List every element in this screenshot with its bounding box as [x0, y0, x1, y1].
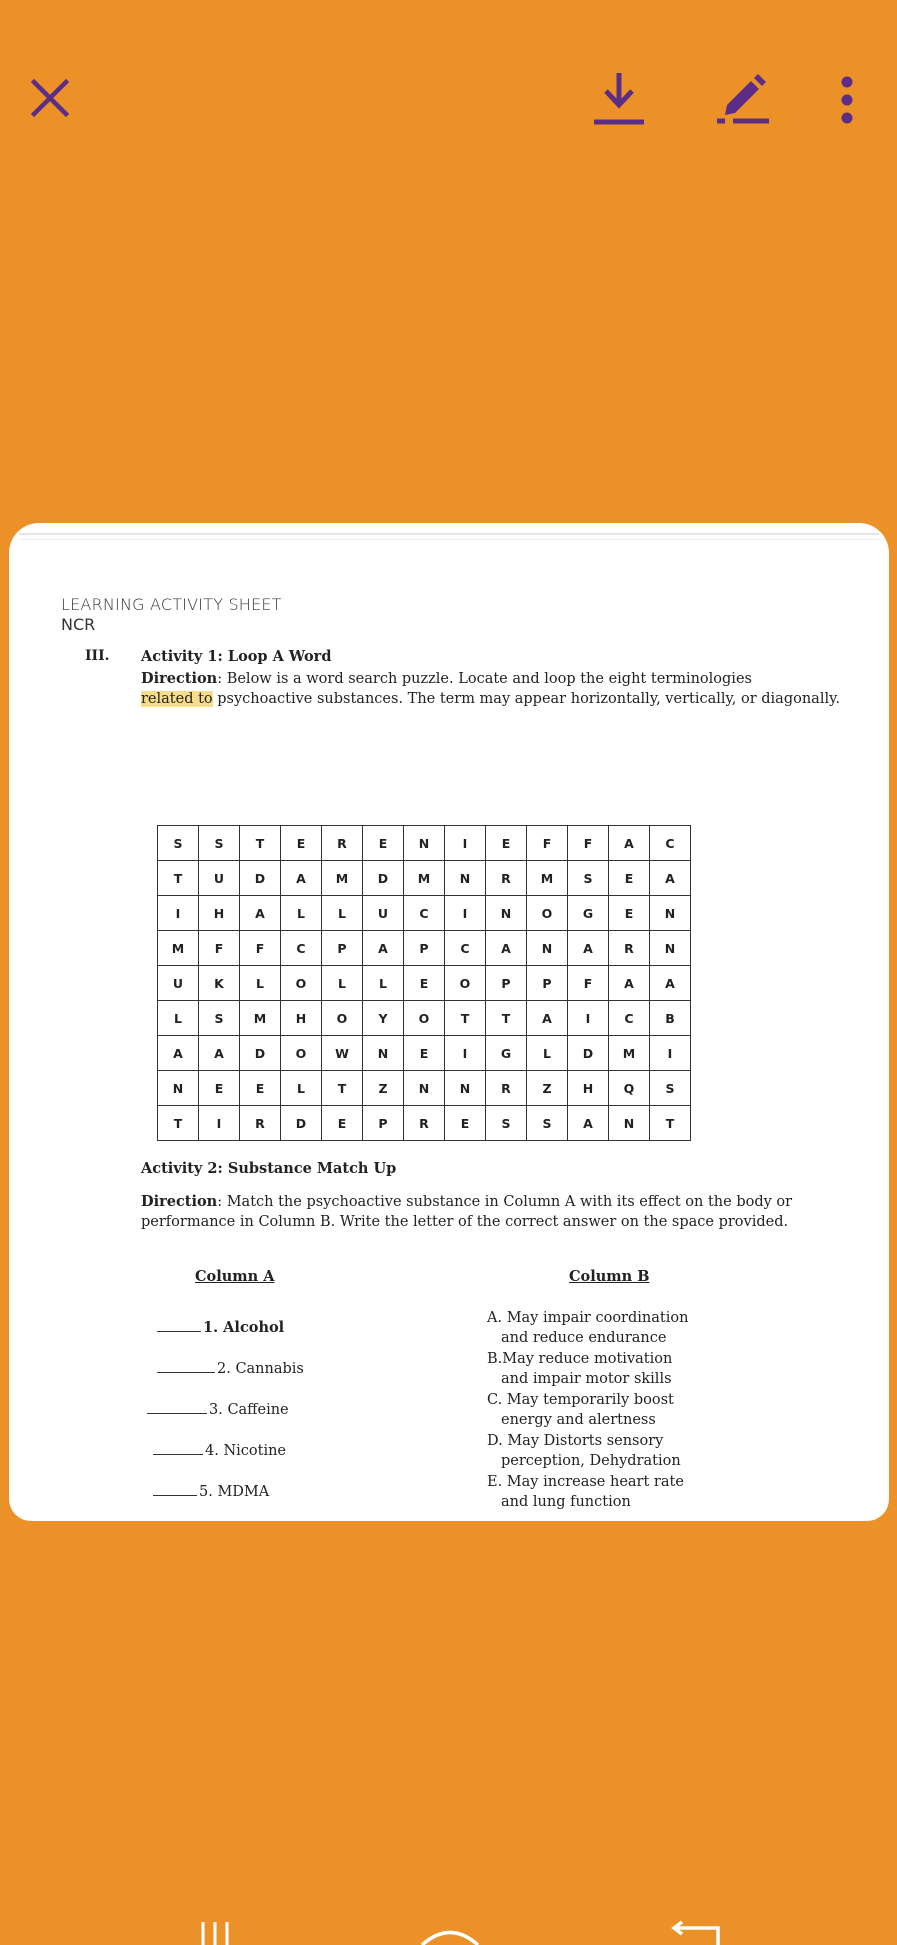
- grid-cell: I: [445, 896, 486, 931]
- grid-cell: D: [363, 861, 404, 896]
- activity2-title: Activity 2: Substance Match Up: [141, 1160, 397, 1177]
- grid-cell: A: [240, 896, 281, 931]
- grid-cell: N: [609, 1106, 650, 1141]
- grid-cell: K: [199, 966, 240, 1001]
- column-a-item: [153, 1442, 286, 1459]
- grid-cell: E: [363, 826, 404, 861]
- grid-row: [158, 896, 691, 931]
- grid-cell: I: [445, 1036, 486, 1071]
- grid-cell: T: [445, 1001, 486, 1036]
- document-page: [9, 523, 889, 1521]
- grid-cell: N: [527, 931, 568, 966]
- grid-cell: T: [486, 1001, 527, 1036]
- grid-cell: P: [404, 931, 445, 966]
- grid-cell: A: [281, 861, 322, 896]
- effect-line: and impair motor skills: [501, 1371, 672, 1387]
- column-a-item: [153, 1483, 269, 1500]
- effect-line: E. May increase heart rate: [487, 1474, 684, 1490]
- activity2-direction: [141, 1192, 841, 1232]
- grid-cell: C: [404, 896, 445, 931]
- grid-cell: M: [322, 861, 363, 896]
- grid-cell: R: [486, 861, 527, 896]
- grid-cell: L: [158, 1001, 199, 1036]
- effect-line: and lung function: [501, 1494, 631, 1510]
- more-options-button[interactable]: [830, 70, 864, 130]
- grid-cell: L: [281, 1071, 322, 1106]
- grid-cell: A: [158, 1036, 199, 1071]
- effect-line: D. May Distorts sensory: [487, 1433, 664, 1449]
- effect-line: C. May temporarily boost: [487, 1392, 674, 1408]
- grid-cell: S: [568, 861, 609, 896]
- grid-cell: N: [445, 1071, 486, 1106]
- substance-label: 5. MDMA: [199, 1484, 270, 1500]
- grid-cell: R: [404, 1106, 445, 1141]
- grid-cell: R: [486, 1071, 527, 1106]
- grid-cell: E: [486, 826, 527, 861]
- answer-blank: [153, 1442, 203, 1455]
- grid-cell: P: [486, 966, 527, 1001]
- column-b-item: [487, 1472, 787, 1512]
- grid-cell: L: [281, 896, 322, 931]
- grid-cell: D: [240, 861, 281, 896]
- grid-cell: S: [486, 1106, 527, 1141]
- activity1-direction: [141, 669, 841, 709]
- grid-cell: F: [199, 931, 240, 966]
- grid-cell: H: [568, 1071, 609, 1106]
- grid-cell: L: [322, 896, 363, 931]
- grid-cell: A: [609, 966, 650, 1001]
- substance-label: 2. Cannabis: [217, 1361, 304, 1377]
- grid-cell: O: [281, 1036, 322, 1071]
- grid-cell: E: [609, 861, 650, 896]
- grid-cell: O: [527, 896, 568, 931]
- grid-cell: C: [281, 931, 322, 966]
- grid-cell: L: [240, 966, 281, 1001]
- grid-cell: L: [363, 966, 404, 1001]
- column-a-item: [157, 1360, 304, 1377]
- grid-cell: H: [199, 896, 240, 931]
- grid-cell: T: [240, 826, 281, 861]
- close-icon: [30, 78, 70, 118]
- grid-cell: N: [363, 1036, 404, 1071]
- grid-cell: R: [322, 826, 363, 861]
- grid-cell: I: [199, 1106, 240, 1141]
- grid-cell: D: [240, 1036, 281, 1071]
- grid-cell: Z: [363, 1071, 404, 1106]
- grid-cell: U: [363, 896, 404, 931]
- grid-cell: N: [445, 861, 486, 896]
- answer-blank: [157, 1360, 215, 1373]
- grid-cell: C: [445, 931, 486, 966]
- effect-line: B.May reduce motivation: [487, 1351, 673, 1367]
- grid-cell: B: [650, 1001, 691, 1036]
- grid-cell: T: [158, 1106, 199, 1141]
- substance-label: 3. Caffeine: [209, 1402, 289, 1418]
- grid-cell: G: [486, 1036, 527, 1071]
- grid-cell: Y: [363, 1001, 404, 1036]
- grid-cell: I: [445, 826, 486, 861]
- grid-cell: R: [240, 1106, 281, 1141]
- edit-button[interactable]: [712, 66, 774, 128]
- grid-cell: F: [527, 826, 568, 861]
- download-button[interactable]: [588, 64, 650, 130]
- column-b-item: [487, 1308, 787, 1348]
- grid-cell: D: [281, 1106, 322, 1141]
- grid-cell: A: [199, 1036, 240, 1071]
- grid-cell: Z: [527, 1071, 568, 1106]
- grid-cell: M: [240, 1001, 281, 1036]
- grid-cell: A: [650, 861, 691, 896]
- grid-cell: A: [568, 931, 609, 966]
- column-a-header: Column A: [195, 1268, 275, 1285]
- grid-cell: N: [158, 1071, 199, 1106]
- grid-cell: P: [322, 931, 363, 966]
- substance-label: 4. Nicotine: [205, 1443, 287, 1459]
- grid-row: [158, 1071, 691, 1106]
- download-icon: [591, 67, 647, 127]
- grid-cell: A: [609, 826, 650, 861]
- grid-cell: N: [650, 931, 691, 966]
- grid-cell: F: [568, 826, 609, 861]
- grid-cell: A: [650, 966, 691, 1001]
- grid-cell: H: [281, 1001, 322, 1036]
- grid-cell: I: [158, 896, 199, 931]
- direction-label: Direction: [141, 670, 218, 687]
- grid-cell: E: [322, 1106, 363, 1141]
- grid-cell: S: [158, 826, 199, 861]
- sheet-title: LEARNING ACTIVITY SHEET: [61, 595, 282, 614]
- grid-cell: N: [404, 826, 445, 861]
- grid-row: [158, 826, 691, 861]
- grid-row: [158, 1106, 691, 1141]
- grid-cell: R: [609, 931, 650, 966]
- grid-cell: A: [527, 1001, 568, 1036]
- grid-cell: O: [445, 966, 486, 1001]
- system-navigation-bar: [0, 1880, 897, 1945]
- edit-icon: [713, 67, 773, 127]
- grid-cell: S: [527, 1106, 568, 1141]
- effect-line: A. May impair coordination: [487, 1310, 689, 1326]
- section-numeral: III.: [85, 648, 110, 664]
- column-b-item: [487, 1349, 787, 1389]
- grid-row: [158, 1001, 691, 1036]
- grid-cell: C: [609, 1001, 650, 1036]
- direction-text: psychoactive substances. The term may appear horizontally, vertically, or diagonally.: [212, 691, 840, 707]
- highlighted-text: related to: [141, 691, 213, 707]
- grid-cell: M: [404, 861, 445, 896]
- grid-cell: A: [363, 931, 404, 966]
- grid-cell: E: [404, 966, 445, 1001]
- grid-cell: M: [527, 861, 568, 896]
- grid-cell: T: [158, 861, 199, 896]
- home-button[interactable]: [410, 1880, 490, 1945]
- grid-cell: G: [568, 896, 609, 931]
- grid-cell: S: [199, 1001, 240, 1036]
- grid-cell: P: [527, 966, 568, 1001]
- grid-cell: O: [281, 966, 322, 1001]
- grid-cell: Q: [609, 1071, 650, 1106]
- grid-cell: M: [609, 1036, 650, 1071]
- document-preview[interactable]: [9, 523, 889, 1521]
- grid-row: [158, 931, 691, 966]
- substance-label: 1. Alcohol: [203, 1319, 285, 1336]
- grid-row: [158, 966, 691, 1001]
- effect-line: energy and alertness: [501, 1412, 656, 1428]
- answer-blank: [157, 1319, 201, 1332]
- grid-cell: I: [568, 1001, 609, 1036]
- grid-cell: A: [568, 1106, 609, 1141]
- grid-cell: I: [650, 1036, 691, 1071]
- grid-cell: U: [158, 966, 199, 1001]
- effect-line: and reduce endurance: [501, 1330, 667, 1346]
- grid-cell: F: [240, 931, 281, 966]
- activity1-title: Activity 1: Loop A Word: [141, 648, 332, 665]
- recent-apps-button[interactable]: [190, 1880, 240, 1945]
- answer-blank: [147, 1401, 207, 1414]
- word-search-grid: [157, 825, 691, 1141]
- back-button[interactable]: [660, 1880, 730, 1945]
- grid-cell: L: [322, 966, 363, 1001]
- grid-cell: A: [486, 931, 527, 966]
- direction-label: Direction: [141, 1193, 218, 1210]
- grid-cell: S: [199, 826, 240, 861]
- grid-cell: T: [650, 1106, 691, 1141]
- grid-cell: W: [322, 1036, 363, 1071]
- column-b-item: [487, 1431, 787, 1471]
- grid-cell: T: [322, 1071, 363, 1106]
- grid-cell: E: [281, 826, 322, 861]
- grid-cell: D: [568, 1036, 609, 1071]
- direction-text: : Match the psychoactive substance in Column A with its effect on the body or performance in Column B. Write the letter of the correct answer on the space provided.: [141, 1194, 793, 1230]
- grid-cell: N: [404, 1071, 445, 1106]
- effect-line: perception, Dehydration: [501, 1453, 681, 1469]
- grid-cell: F: [568, 966, 609, 1001]
- home-icon: [410, 1880, 490, 1945]
- answer-blank: [153, 1483, 197, 1496]
- grid-cell: L: [527, 1036, 568, 1071]
- grid-row: [158, 1036, 691, 1071]
- grid-cell: C: [650, 826, 691, 861]
- recent-apps-icon: [195, 1880, 235, 1945]
- grid-cell: S: [650, 1071, 691, 1106]
- grid-cell: E: [240, 1071, 281, 1106]
- grid-cell: M: [158, 931, 199, 966]
- close-button[interactable]: [22, 70, 78, 126]
- grid-cell: U: [199, 861, 240, 896]
- top-toolbar: [0, 0, 897, 200]
- grid-row: [158, 861, 691, 896]
- grid-cell: N: [486, 896, 527, 931]
- column-a-item: [147, 1401, 289, 1418]
- grid-cell: O: [322, 1001, 363, 1036]
- grid-cell: E: [404, 1036, 445, 1071]
- grid-cell: E: [445, 1106, 486, 1141]
- more-vertical-icon: [840, 75, 854, 125]
- column-b-header: Column B: [569, 1268, 650, 1285]
- grid-cell: E: [609, 896, 650, 931]
- region-label: NCR: [61, 615, 96, 634]
- direction-text: : Below is a word search puzzle. Locate and loop the eight terminologies: [217, 671, 752, 687]
- grid-cell: O: [404, 1001, 445, 1036]
- column-b-item: [487, 1390, 787, 1430]
- grid-cell: P: [363, 1106, 404, 1141]
- grid-cell: N: [650, 896, 691, 931]
- grid-cell: E: [199, 1071, 240, 1106]
- back-icon: [660, 1880, 730, 1945]
- column-a-item: [157, 1319, 284, 1336]
